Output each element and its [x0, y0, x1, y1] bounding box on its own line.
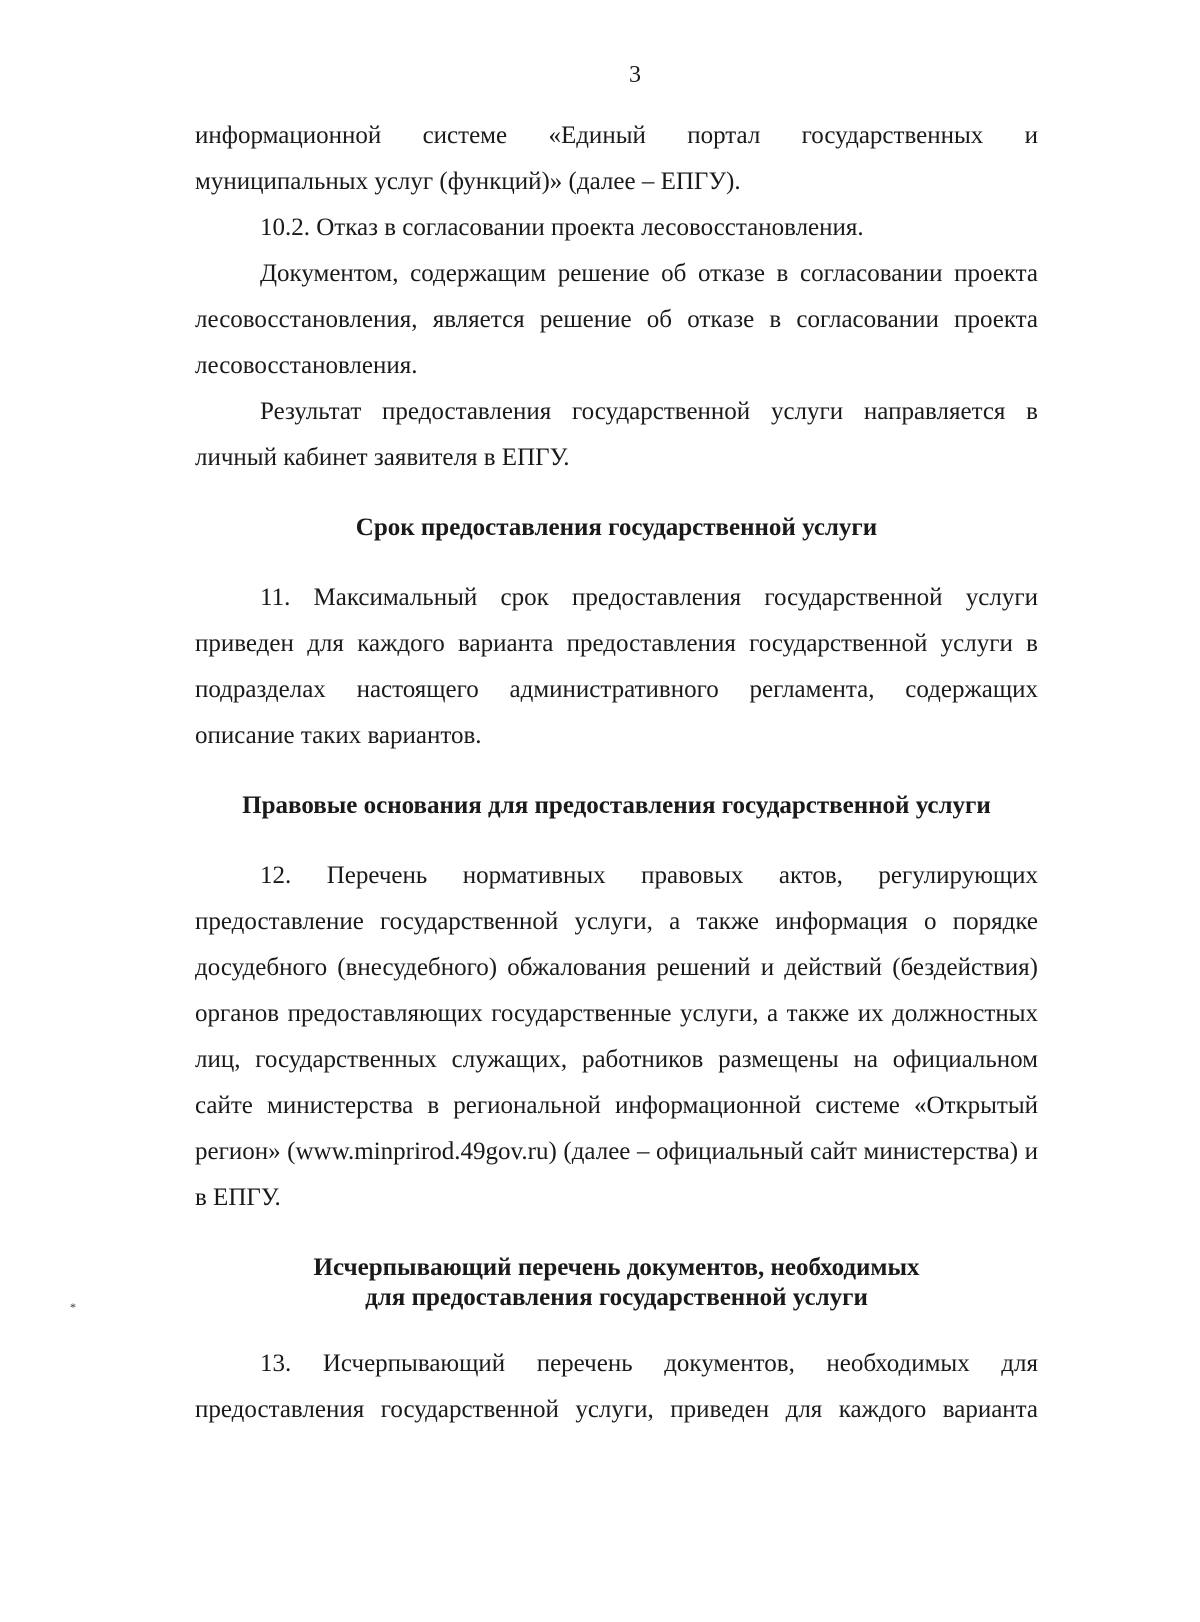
heading-service-term: Срок предоставления государственной услуги — [355, 514, 878, 541]
page-number: 3 — [629, 62, 641, 88]
paragraph-refusal-document: Документом, содержащим решение об отказе в согласовании проекта лесовосстановления, является решение об отказе в согласовании проекта лесовосстановления. — [195, 260, 1038, 379]
paragraph-result: Результат предоставления государственной услуги направляется в личный кабинет заявителя в ЕПГУ. — [195, 398, 1038, 471]
paragraph-12: 12. Перечень нормативных правовых актов, регулирующих предоставление государственной услуги, а также информация о порядке досудебного (внесудебного) обжалования решений и действий (бездействия) органов предоставляющих государственные услуги, а также их должностных лиц, государственных служащих, работников размещены на официальном сайте министерства в региональной информационной системе «Открытый регион» (www.minprirod.49gov.ru) (далее – официальный сайт министерства) и в ЕПГУ. — [195, 862, 1038, 1211]
margin-mark: * — [70, 1300, 76, 1314]
heading-legal-basis: Правовые основания для предоставления государственной услуги — [242, 792, 991, 819]
heading-documents-list-line-1: Исчерпывающий перечень документов, необходимых — [313, 1254, 920, 1281]
paragraph-continuation: информационной системе «Единый портал государственных и муниципальных услуг (функций)» (далее – ЕПГУ). — [195, 122, 1038, 195]
heading-documents-list — [195, 1253, 1038, 1313]
document-body — [195, 113, 1038, 1433]
paragraph-10-2: 10.2. Отказ в согласовании проекта лесовосстановления. — [260, 214, 864, 241]
paragraph-11: 11. Максимальный срок предоставления государственной услуги приведен для каждого варианта предоставления государственной услуги в подразделах настоящего административного регламента, содержащих описание таких вариантов. — [195, 584, 1038, 749]
paragraph-13: 13. Исчерпывающий перечень документов, необходимых для предоставления государственной услуги, приведен для каждого варианта — [195, 1350, 1038, 1423]
heading-documents-list-line-2: для предоставления государственной услуги — [365, 1284, 868, 1311]
